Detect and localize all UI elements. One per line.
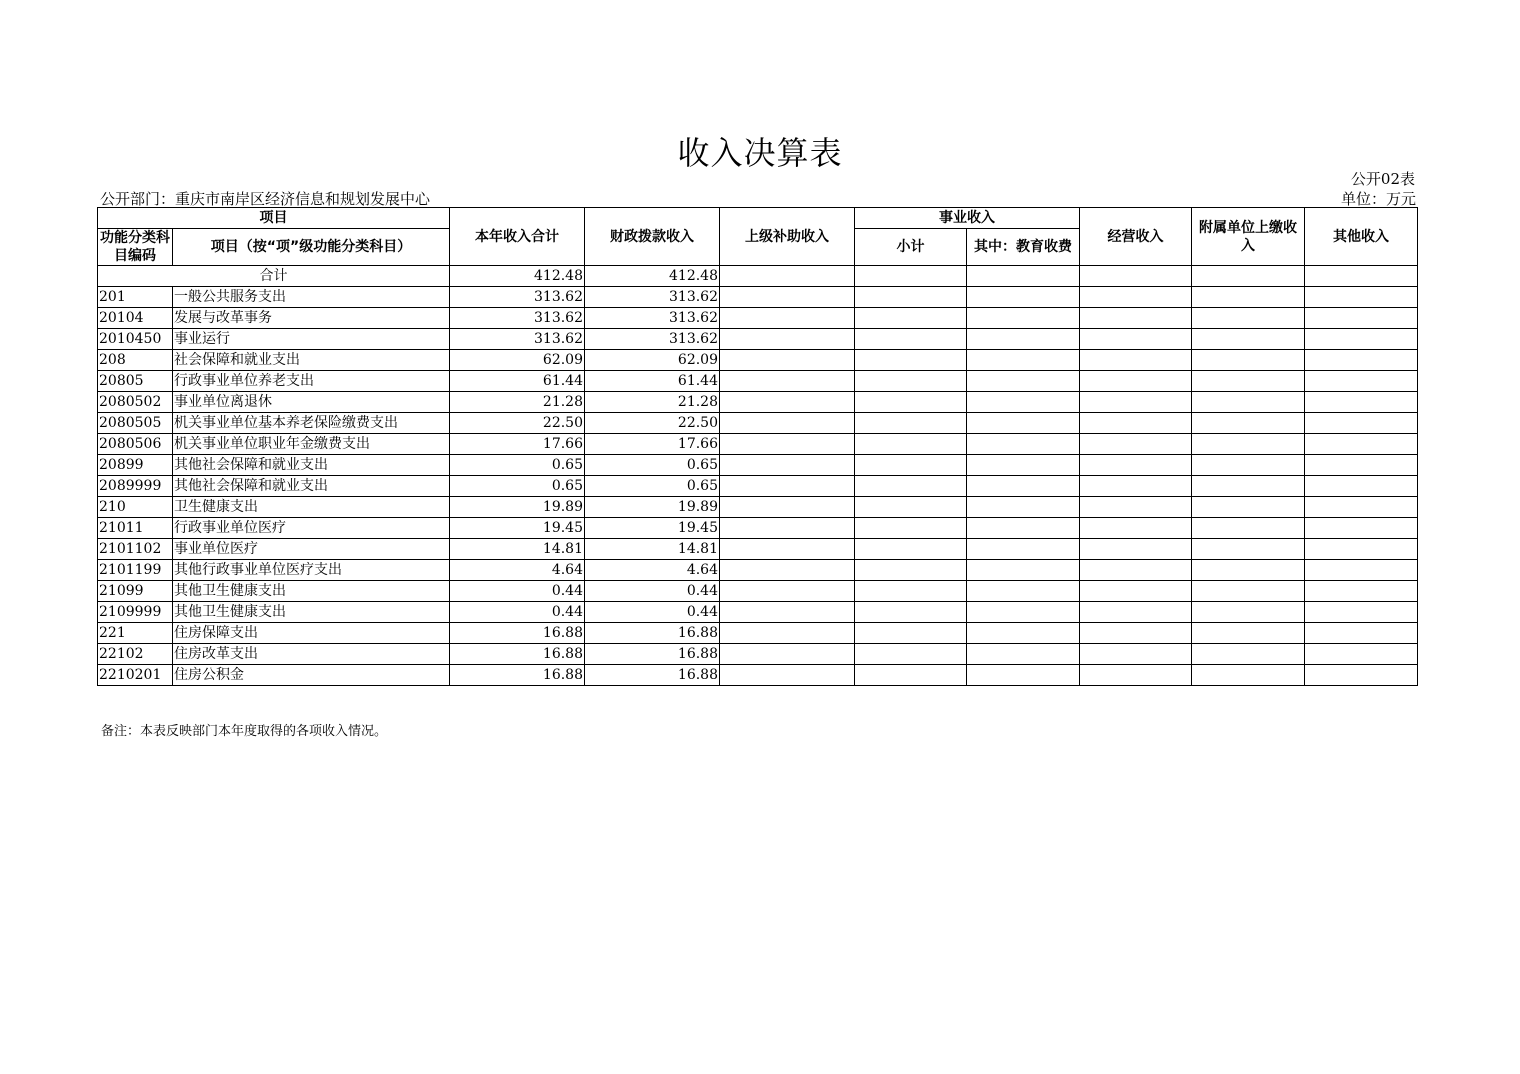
empty-cell (855, 266, 967, 287)
department-label: 公开部门：重庆市南岸区经济信息和规划发展中心 (100, 190, 431, 208)
empty-cell (855, 581, 967, 602)
empty-cell (967, 371, 1080, 392)
row-code: 2080506 (98, 434, 173, 455)
empty-cell (1305, 371, 1418, 392)
empty-cell (1080, 518, 1192, 539)
empty-cell (1305, 287, 1418, 308)
empty-cell (1305, 602, 1418, 623)
empty-cell (967, 623, 1080, 644)
header-project-name: 项目（按“项”级功能分类科目） (173, 229, 450, 266)
empty-cell (967, 266, 1080, 287)
empty-cell (1305, 518, 1418, 539)
empty-cell (1080, 329, 1192, 350)
empty-cell (855, 329, 967, 350)
income-table (97, 207, 1418, 686)
row-name: 机关事业单位职业年金缴费支出 (173, 434, 450, 455)
empty-cell (1192, 413, 1305, 434)
empty-cell (1192, 539, 1305, 560)
empty-cell (1080, 434, 1192, 455)
empty-cell (1080, 308, 1192, 329)
empty-cell (1305, 266, 1418, 287)
row-total-income: 4.64 (450, 560, 585, 581)
empty-cell (967, 308, 1080, 329)
empty-cell (1305, 308, 1418, 329)
table-row (98, 413, 1418, 434)
empty-cell (1305, 539, 1418, 560)
row-name: 住房公积金 (173, 665, 450, 686)
empty-cell (855, 623, 967, 644)
empty-cell (1192, 329, 1305, 350)
empty-cell (720, 539, 855, 560)
empty-cell (720, 350, 855, 371)
empty-cell (1080, 539, 1192, 560)
header-project-group: 项目 (98, 208, 450, 229)
table-row (98, 455, 1418, 476)
empty-cell (855, 539, 967, 560)
row-code: 2089999 (98, 476, 173, 497)
row-name: 其他卫生健康支出 (173, 602, 450, 623)
row-fiscal: 0.44 (585, 602, 720, 623)
empty-cell (855, 602, 967, 623)
empty-cell (967, 497, 1080, 518)
empty-cell (720, 413, 855, 434)
table-row (98, 308, 1418, 329)
row-fiscal: 16.88 (585, 644, 720, 665)
row-fiscal: 313.62 (585, 308, 720, 329)
empty-cell (720, 581, 855, 602)
row-code: 21099 (98, 581, 173, 602)
empty-cell (1080, 350, 1192, 371)
row-name: 行政事业单位养老支出 (173, 371, 450, 392)
row-total-income: 21.28 (450, 392, 585, 413)
empty-cell (1192, 497, 1305, 518)
row-code: 2109999 (98, 602, 173, 623)
empty-cell (1305, 623, 1418, 644)
row-fiscal: 16.88 (585, 623, 720, 644)
row-code: 221 (98, 623, 173, 644)
row-fiscal: 313.62 (585, 329, 720, 350)
empty-cell (967, 392, 1080, 413)
empty-cell (1080, 287, 1192, 308)
row-name: 机关事业单位基本养老保险缴费支出 (173, 413, 450, 434)
row-total-income: 16.88 (450, 644, 585, 665)
row-code: 2080502 (98, 392, 173, 413)
row-total-income: 0.65 (450, 476, 585, 497)
row-code: 210 (98, 497, 173, 518)
row-total-income: 0.65 (450, 455, 585, 476)
header-other: 其他收入 (1305, 208, 1418, 266)
table-row (98, 581, 1418, 602)
empty-cell (1192, 350, 1305, 371)
row-name: 卫生健康支出 (173, 497, 450, 518)
row-name: 事业单位医疗 (173, 539, 450, 560)
row-name: 一般公共服务支出 (173, 287, 450, 308)
row-code: 21011 (98, 518, 173, 539)
form-number: 公开02表 (1350, 170, 1415, 188)
empty-cell (967, 413, 1080, 434)
header-business-group: 事业收入 (855, 208, 1080, 229)
row-total-income: 16.88 (450, 665, 585, 686)
empty-cell (855, 518, 967, 539)
empty-cell (1192, 434, 1305, 455)
empty-cell (1192, 560, 1305, 581)
header-code: 功能分类科目编码 (98, 229, 173, 266)
empty-cell (967, 560, 1080, 581)
empty-cell (1305, 560, 1418, 581)
empty-cell (1192, 287, 1305, 308)
empty-cell (720, 497, 855, 518)
row-name: 其他社会保障和就业支出 (173, 476, 450, 497)
empty-cell (967, 476, 1080, 497)
row-total-income: 0.44 (450, 581, 585, 602)
empty-cell (855, 560, 967, 581)
empty-cell (855, 308, 967, 329)
empty-cell (855, 497, 967, 518)
row-code: 20104 (98, 308, 173, 329)
row-fiscal: 62.09 (585, 350, 720, 371)
row-fiscal: 22.50 (585, 413, 720, 434)
row-code: 201 (98, 287, 173, 308)
empty-cell (1080, 455, 1192, 476)
header-superior-subsidy: 上级补助收入 (720, 208, 855, 266)
empty-cell (720, 602, 855, 623)
remark-note: 备注：本表反映部门本年度取得的各项收入情况。 (101, 724, 388, 739)
row-fiscal: 19.89 (585, 497, 720, 518)
empty-cell (967, 434, 1080, 455)
table-row (98, 350, 1418, 371)
row-name: 其他社会保障和就业支出 (173, 455, 450, 476)
row-code: 2210201 (98, 665, 173, 686)
table-row (98, 560, 1418, 581)
empty-cell (720, 644, 855, 665)
table-row (98, 644, 1418, 665)
empty-cell (720, 665, 855, 686)
row-name: 事业单位离退休 (173, 392, 450, 413)
row-code: 208 (98, 350, 173, 371)
row-code: 20899 (98, 455, 173, 476)
page-title: 收入决算表 (677, 134, 843, 172)
empty-cell (1192, 455, 1305, 476)
total-label: 合计 (98, 266, 450, 287)
row-fiscal: 0.65 (585, 476, 720, 497)
header-total-income: 本年收入合计 (450, 208, 585, 266)
unit-label: 单位：万元 (1340, 190, 1416, 208)
row-total-income: 22.50 (450, 413, 585, 434)
empty-cell (1192, 644, 1305, 665)
empty-cell (1192, 392, 1305, 413)
header-subtotal: 小计 (855, 229, 967, 266)
empty-cell (1080, 476, 1192, 497)
empty-cell (1080, 392, 1192, 413)
empty-cell (855, 434, 967, 455)
empty-cell (1192, 371, 1305, 392)
table-row (98, 371, 1418, 392)
row-fiscal: 21.28 (585, 392, 720, 413)
table-row (98, 476, 1418, 497)
empty-cell (967, 329, 1080, 350)
table-row (98, 623, 1418, 644)
empty-cell (855, 350, 967, 371)
empty-cell (720, 392, 855, 413)
empty-cell (967, 665, 1080, 686)
empty-cell (967, 539, 1080, 560)
row-fiscal: 0.44 (585, 581, 720, 602)
row-name: 住房改革支出 (173, 644, 450, 665)
row-fiscal: 0.65 (585, 455, 720, 476)
empty-cell (1080, 581, 1192, 602)
empty-cell (1080, 413, 1192, 434)
row-code: 2101199 (98, 560, 173, 581)
row-name: 其他卫生健康支出 (173, 581, 450, 602)
table-row (98, 434, 1418, 455)
empty-cell (855, 413, 967, 434)
empty-cell (720, 518, 855, 539)
empty-cell (1305, 413, 1418, 434)
empty-cell (1080, 665, 1192, 686)
empty-cell (1305, 434, 1418, 455)
empty-cell (855, 392, 967, 413)
table-row (98, 602, 1418, 623)
empty-cell (1192, 476, 1305, 497)
row-fiscal: 19.45 (585, 518, 720, 539)
empty-cell (855, 287, 967, 308)
header-education-fee: 其中：教育收费 (967, 229, 1080, 266)
row-fiscal: 16.88 (585, 665, 720, 686)
table-row (98, 497, 1418, 518)
empty-cell (1305, 392, 1418, 413)
empty-cell (720, 560, 855, 581)
row-code: 22102 (98, 644, 173, 665)
empty-cell (1192, 308, 1305, 329)
row-total-income: 62.09 (450, 350, 585, 371)
row-name: 住房保障支出 (173, 623, 450, 644)
row-fiscal: 17.66 (585, 434, 720, 455)
empty-cell (1080, 560, 1192, 581)
empty-cell (855, 476, 967, 497)
row-total-income: 313.62 (450, 287, 585, 308)
empty-cell (720, 287, 855, 308)
empty-cell (720, 266, 855, 287)
row-total-income: 17.66 (450, 434, 585, 455)
row-total-income: 313.62 (450, 308, 585, 329)
empty-cell (967, 287, 1080, 308)
row-total-income: 61.44 (450, 371, 585, 392)
empty-cell (720, 455, 855, 476)
empty-cell (967, 455, 1080, 476)
empty-cell (720, 371, 855, 392)
row-fiscal: 61.44 (585, 371, 720, 392)
row-fiscal: 14.81 (585, 539, 720, 560)
row-name: 事业运行 (173, 329, 450, 350)
row-total-income: 19.89 (450, 497, 585, 518)
table-row (98, 539, 1418, 560)
table-row (98, 287, 1418, 308)
row-name: 发展与改革事务 (173, 308, 450, 329)
empty-cell (1305, 350, 1418, 371)
row-total-income: 19.45 (450, 518, 585, 539)
empty-cell (720, 329, 855, 350)
empty-cell (967, 581, 1080, 602)
table-row (98, 665, 1418, 686)
total-fiscal-value: 412.48 (585, 266, 720, 287)
row-name: 其他行政事业单位医疗支出 (173, 560, 450, 581)
row-total-income: 14.81 (450, 539, 585, 560)
empty-cell (1080, 602, 1192, 623)
empty-cell (1080, 371, 1192, 392)
empty-cell (1080, 497, 1192, 518)
row-code: 20805 (98, 371, 173, 392)
header-operating: 经营收入 (1080, 208, 1192, 266)
table-row (98, 518, 1418, 539)
empty-cell (1305, 665, 1418, 686)
row-code: 2080505 (98, 413, 173, 434)
row-total-income: 16.88 (450, 623, 585, 644)
empty-cell (1305, 497, 1418, 518)
header-affiliated: 附属单位上缴收入 (1192, 208, 1305, 266)
empty-cell (855, 455, 967, 476)
empty-cell (720, 623, 855, 644)
row-fiscal: 313.62 (585, 287, 720, 308)
empty-cell (855, 665, 967, 686)
empty-cell (855, 371, 967, 392)
empty-cell (967, 350, 1080, 371)
empty-cell (1305, 476, 1418, 497)
header-fiscal: 财政拨款收入 (585, 208, 720, 266)
empty-cell (1080, 644, 1192, 665)
row-fiscal: 4.64 (585, 560, 720, 581)
table-row (98, 392, 1418, 413)
empty-cell (855, 644, 967, 665)
total-income-value: 412.48 (450, 266, 585, 287)
empty-cell (1192, 581, 1305, 602)
empty-cell (1305, 644, 1418, 665)
row-name: 行政事业单位医疗 (173, 518, 450, 539)
empty-cell (720, 434, 855, 455)
empty-cell (967, 644, 1080, 665)
row-total-income: 0.44 (450, 602, 585, 623)
row-total-income: 313.62 (450, 329, 585, 350)
total-row (98, 266, 1418, 287)
empty-cell (1080, 266, 1192, 287)
empty-cell (720, 476, 855, 497)
row-code: 2010450 (98, 329, 173, 350)
table-row (98, 329, 1418, 350)
empty-cell (1192, 266, 1305, 287)
empty-cell (1192, 665, 1305, 686)
empty-cell (1305, 455, 1418, 476)
empty-cell (1305, 581, 1418, 602)
empty-cell (1192, 602, 1305, 623)
empty-cell (967, 518, 1080, 539)
row-code: 2101102 (98, 539, 173, 560)
empty-cell (1080, 623, 1192, 644)
empty-cell (720, 308, 855, 329)
empty-cell (967, 602, 1080, 623)
empty-cell (1305, 329, 1418, 350)
row-name: 社会保障和就业支出 (173, 350, 450, 371)
empty-cell (1192, 623, 1305, 644)
empty-cell (1192, 518, 1305, 539)
